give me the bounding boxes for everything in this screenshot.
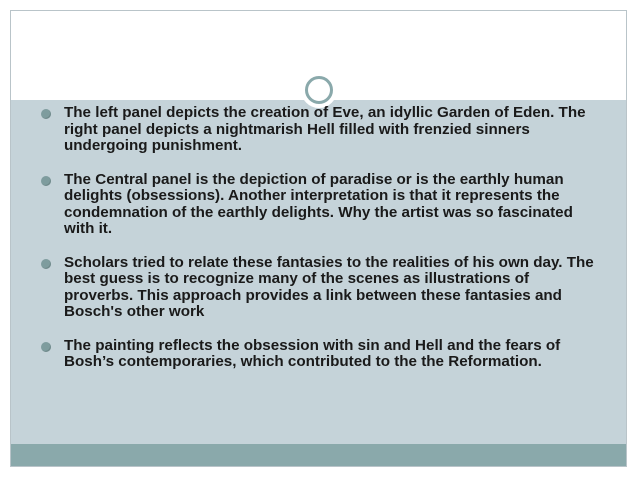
bullet-text: The left panel depicts the creation of Eve, an idyllic Garden of Eden. The right panel depicts a nightmarish Hell filled with frenzied sinners undergoing punishment. [64, 104, 586, 154]
bullet-icon [41, 259, 51, 269]
slide-footer-band [11, 444, 626, 466]
bullet-icon [41, 176, 51, 186]
ring-icon [301, 72, 337, 108]
bullet-text: The painting reflects the obsession with sin and Hell and the fears of Bosh’s contemporaries, which contributed to the the Reformation. [64, 336, 561, 370]
bullet-item [38, 338, 598, 371]
bullet-icon [41, 342, 51, 352]
bullet-item [38, 172, 598, 238]
bullet-text: The Central panel is the depiction of paradise or is the earthly human delights (obsessions). Another interpretation is that it represents the condemnation of the earthly delights. Why the artist was so fascinated with it. [64, 170, 573, 237]
bullet-icon [41, 109, 51, 119]
bullet-item [38, 105, 598, 155]
bullet-list [38, 105, 598, 388]
bullet-text: Scholars tried to relate these fantasies to the realities of his own day. The best guess is to recognize many of the scenes as illustrations of proverbs. This approach provides a link between these fantasies and Bosch's other work [64, 253, 594, 320]
bullet-item [38, 255, 598, 321]
